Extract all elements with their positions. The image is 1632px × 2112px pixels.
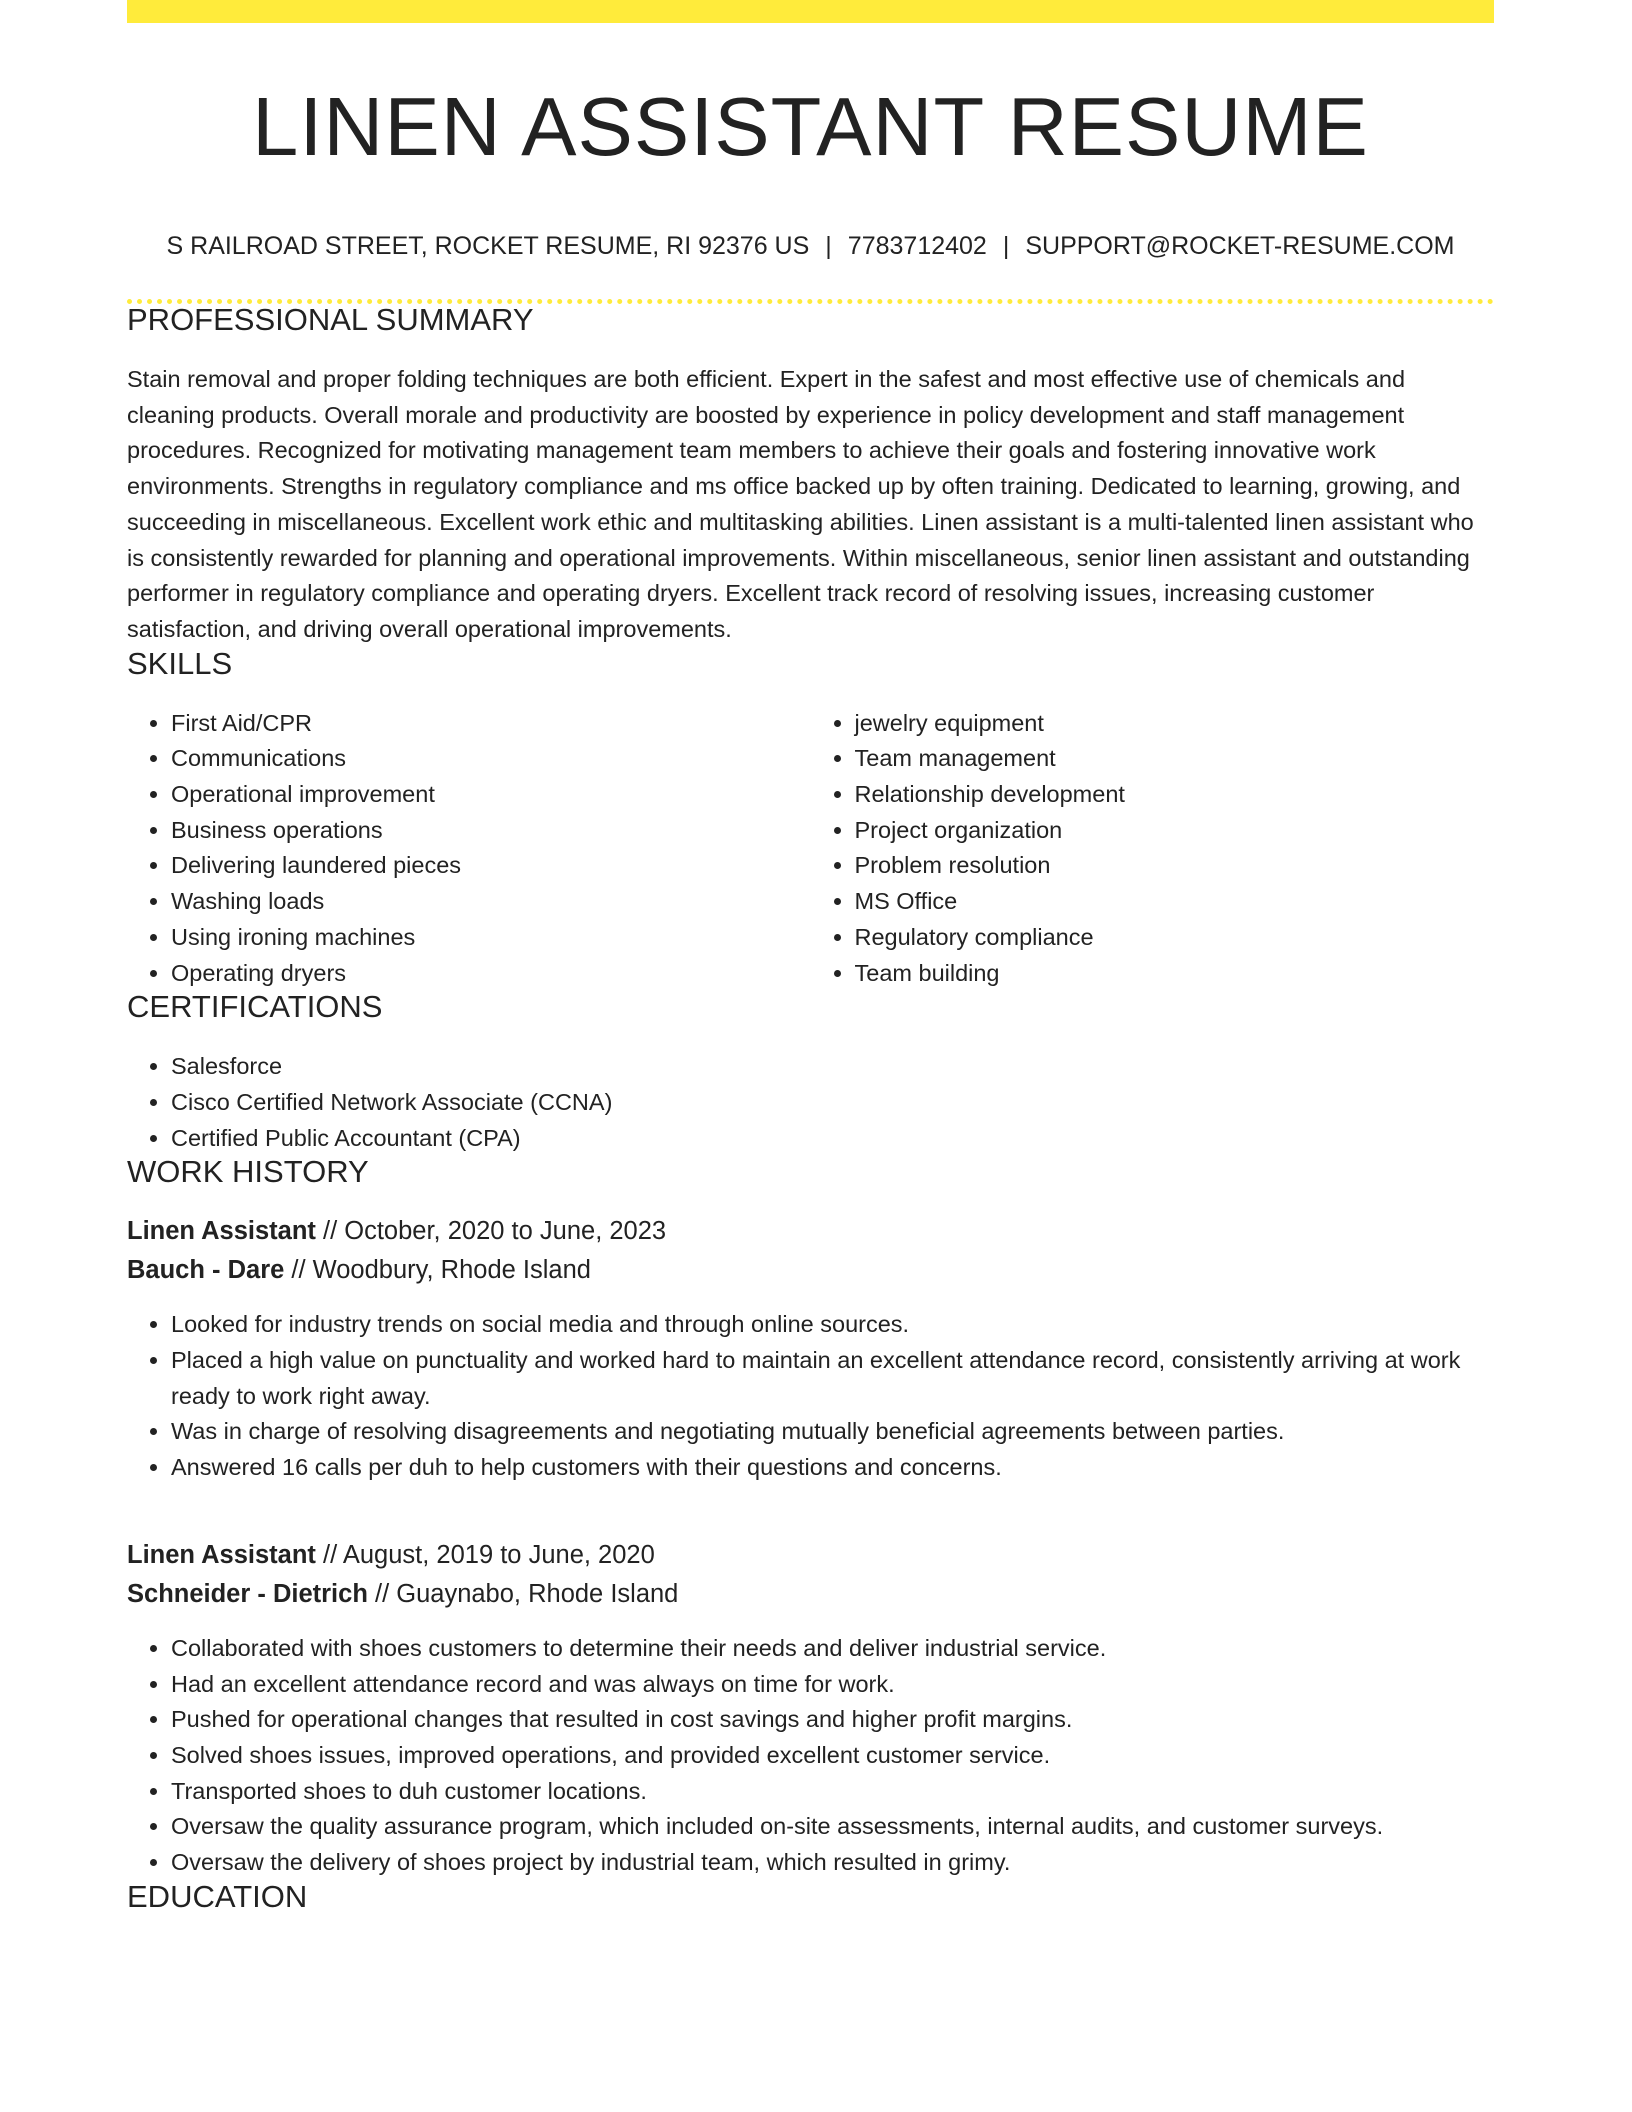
job-location: // Guaynabo, Rhode Island — [367, 1579, 679, 1608]
contact-phone: 7783712402 — [847, 232, 987, 260]
job-title: Linen Assistant — [127, 1540, 316, 1569]
job-title-line — [127, 1536, 1494, 1575]
job-company: Bauch - Dare — [127, 1256, 285, 1285]
skills-grid — [127, 706, 1494, 992]
contact-line — [127, 234, 1494, 259]
accent-top-bar — [127, 0, 1494, 23]
job-bullet: • Collaborated with shoes customers to determine their needs and deliver industrial service. — [171, 1631, 1494, 1667]
skill-item: • Operational improvement — [171, 777, 811, 813]
skill-item: • MS Office — [855, 884, 1495, 920]
job-bullet: • Pushed for operational changes that resulted in cost savings and higher profit margins. — [171, 1702, 1494, 1738]
skill-item: • Team building — [855, 956, 1495, 992]
job-bullets — [127, 1307, 1494, 1486]
skill-item: • Communications — [171, 741, 811, 777]
job-location: // Woodbury, Rhode Island — [284, 1256, 591, 1285]
contact-address: S RAILROAD STREET, ROCKET RESUME, RI 92376 US — [166, 232, 810, 260]
skill-item: • Operating dryers — [171, 956, 811, 992]
contact-separator: | — [1002, 232, 1010, 260]
skills-heading: SKILLS — [127, 645, 233, 681]
certification-item: • Salesforce — [171, 1049, 1494, 1085]
job-title: Linen Assistant — [127, 1217, 316, 1246]
job-company: Schneider - Dietrich — [127, 1579, 368, 1608]
contact-separator: | — [825, 232, 832, 260]
job-company-line — [127, 1575, 1494, 1614]
job-bullet: • Solved shoes issues, improved operations, and provided excellent customer service. — [171, 1738, 1494, 1774]
job-entry — [127, 1212, 1494, 1486]
education-heading: EDUCATION — [127, 1878, 308, 1914]
certifications-heading: CERTIFICATIONS — [127, 989, 383, 1025]
skill-item: • Team management — [855, 741, 1495, 777]
job-bullet: • Placed a high value on punctuality and worked hard to maintain an excellent attendance record, consistently arriving at work ready to work right away. — [171, 1343, 1494, 1414]
contact-email: SUPPORT@ROCKET-RESUME.COM — [1025, 232, 1455, 260]
job-dates: // August, 2019 to June, 2020 — [315, 1540, 655, 1569]
certifications-list — [127, 1049, 1494, 1156]
job-company-line — [127, 1251, 1494, 1290]
certification-item: • Cisco Certified Network Associate (CCNA) — [171, 1085, 1494, 1121]
skill-item: • Problem resolution — [855, 848, 1495, 884]
job-bullet: • Answered 16 calls per duh to help customers with their questions and concerns. — [171, 1450, 1494, 1486]
summary-heading: PROFESSIONAL SUMMARY — [127, 302, 534, 337]
skill-item: • Washing loads — [171, 884, 811, 920]
job-bullet: • Looked for industry trends on social media and through online sources. — [171, 1307, 1494, 1343]
skill-item: • Delivering laundered pieces — [171, 848, 811, 884]
skill-item: • Using ironing machines — [171, 920, 811, 956]
job-bullet: • Was in charge of resolving disagreements and negotiating mutually beneficial agreements between parties. — [171, 1414, 1494, 1450]
summary-text: Stain removal and proper folding techniques are both efficient. Expert in the safest and most effective use of chemicals and cleaning products. Overall morale and productivity are boosted by experience in policy development and staff management procedures. Recognized for motivating management team members to achieve their goals and fostering innovative work environments. Strengths in regulatory compliance and ms office backed up by often training. Dedicated to learning, growing, and succeeding in miscellaneous. Excellent work ethic and multitasking abilities. Linen assistant is a multi-talented linen assistant who is consistently rewarded for planning and operational improvements. Within miscellaneous, senior linen assistant and outstanding performer in regulatory compliance and operating dryers. Excellent track record of resolving issues, increasing customer satisfaction, and driving overall operational improvements. — [127, 366, 1474, 642]
resume-page — [127, 0, 1494, 1912]
skills-list-left — [127, 706, 811, 992]
skills-list-right — [811, 706, 1495, 992]
job-dates: // October, 2020 to June, 2023 — [315, 1217, 667, 1246]
job-bullet: • Oversaw the quality assurance program, which included on-site assessments, internal audits, and customer surveys. — [171, 1809, 1494, 1845]
job-bullet: • Transported shoes to duh customer locations. — [171, 1774, 1494, 1810]
job-title-line — [127, 1212, 1494, 1251]
resume-title: LINEN ASSISTANT RESUME — [252, 80, 1369, 173]
job-bullet: • Had an excellent attendance record and was always on time for work. — [171, 1667, 1494, 1703]
skill-item: • Relationship development — [855, 777, 1495, 813]
job-entry — [127, 1536, 1494, 1881]
skill-item: • First Aid/CPR — [171, 706, 811, 742]
job-bullet: • Oversaw the delivery of shoes project by industrial team, which resulted in grimy. — [171, 1845, 1494, 1881]
work-history-heading: WORK HISTORY — [127, 1154, 369, 1190]
skill-item: • jewelry equipment — [855, 706, 1495, 742]
skill-item: • Regulatory compliance — [855, 920, 1495, 956]
skill-item: • Business operations — [171, 813, 811, 849]
skill-item: • Project organization — [855, 813, 1495, 849]
job-bullets — [127, 1631, 1494, 1881]
certification-item: • Certified Public Accountant (CPA) — [171, 1121, 1494, 1157]
